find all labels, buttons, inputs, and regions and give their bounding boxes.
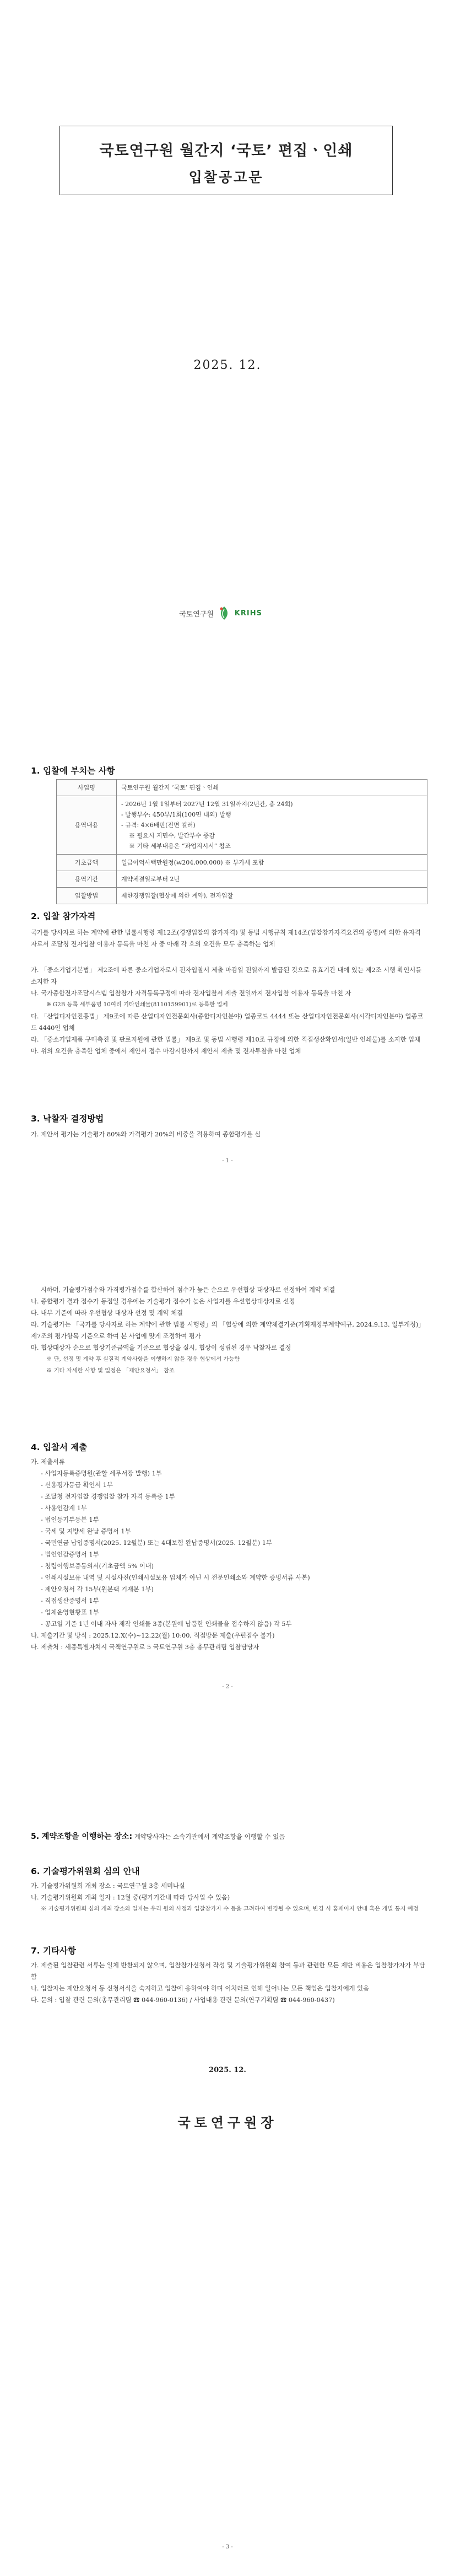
document-item: - 국세 및 지방세 완납 증명서 1부 (41, 1528, 131, 1535)
section-6-heading: 6. 기술평가위원회 심의 안내 (31, 1866, 140, 1876)
method-item: 라. 기술평가는 「국가를 당사자로 하는 계약에 관한 법률 시행령」의 「협상에 의한 계약체결기준(기획재정부계약예규, 2024.9.13. 일부개정)」 제7조의 평가항목 기준으로 하여 본 사업에 맞게 조정하여 평가 (31, 1321, 425, 1340)
section-4-heading: 4. 입찰서 제출 (31, 1442, 88, 1452)
row-value: 제한경쟁입찰(협상에 의한 계약), 전자입찰 (117, 888, 427, 904)
logo-korean-text: 국토연구원 (179, 610, 214, 619)
qualification-item: 다. 「산업디자인진흥법」 제9조에 따른 산업디자인전문회사(종합디자인분야) 업종코드 4444 또는 산업디자인전문회사(시각디자인분야) 업종코드 4440인 업체 (31, 1013, 424, 1032)
page-1 (0, 0, 455, 899)
qualification-item: 나. 국가종합전자조달시스템 입찰참가 자격등록규정에 따라 전자입찰서 제출 전일까지 전자입찰 이용자 등록을 마친 자 (31, 990, 351, 997)
method-item: 시하며, 기술평가점수와 가격평가점수를 합산하여 점수가 높은 순으로 우선협상 대상자로 선정하여 계약 체결 (41, 1286, 335, 1294)
page-2 (0, 858, 455, 1717)
section-5-text: 계약당사자는 소속기관에서 계약조항을 이행할 수 있음 (134, 1833, 285, 1840)
doc-title: 국토연구원 월간지 ‘국토’ 편집ㆍ인쇄 (99, 142, 353, 159)
scope-line: - 발행부수: 450부/1회(100면 내외) 발행 (121, 811, 231, 818)
document-item: - 사용인감계 1부 (41, 1505, 87, 1512)
row-value: 계약체결일로부터 2년 (117, 871, 427, 888)
table-row (57, 780, 427, 796)
document-item: - 직접생산증명서 1부 (41, 1597, 99, 1604)
section-2-items (31, 964, 426, 1057)
section-7-heading: 7. 기타사항 (31, 1946, 76, 1956)
section-4-body (31, 1456, 426, 1653)
document-item: - 국민연금 납입증명서(2025. 12월분) 또는 4대보험 완납증명서(2025. 12월분) 1부 (41, 1539, 272, 1547)
row-value: 일금이억사백만원정(₩204,000,000) ※ 부가세 포함 (117, 855, 427, 871)
misc-item: 다. 문의 : 입찰 관련 문의(총무관리팀 ☎ 044-960-0136) / 사업내용 관련 문의(연구기획팀 ☎ 044-960-0437) (31, 1997, 335, 2004)
cover-date: 2025. 12. (193, 358, 262, 372)
misc-item: 가. 제출된 입찰관련 서류는 일체 반환되지 않으며, 입찰참가신청서 작성 및 기술평가위원회 참여 등과 관련한 모든 제반 비용은 입찰참가자가 부담함 (31, 1962, 425, 1981)
document-item: - 법인등기부등본 1부 (41, 1516, 99, 1523)
page-number: - 1 - (222, 1158, 233, 1164)
closing-date: 2025. 12. (209, 2066, 246, 2074)
section-5 (31, 1831, 426, 1843)
method-item: 마. 협상대상자 순으로 협상기준금액을 기준으로 협상을 실시, 협상이 성립된 경우 낙찰자로 결정 (31, 1344, 291, 1351)
document-item: - 공고일 기준 1년 이내 자사 제작 인쇄물 3종(본원에 납품한 인쇄물을 접수하지 않음) 각 5부 (41, 1620, 292, 1628)
page-3 (0, 1717, 455, 2576)
section-5-heading: 5. 계약조항을 이행하는 장소: (31, 1832, 133, 1841)
document-item: - 신용평가등급 확인서 1부 (41, 1482, 113, 1489)
document-item: - 조달청 전자입찰 경쟁입찰 참가 자격 등록증 1부 (41, 1493, 175, 1500)
scope-line: - 규격: 4×6배판(전면 컬러) (121, 822, 196, 829)
scope-note: ※ 필요시 지면수, 발간부수 증감 (129, 832, 215, 839)
qualification-item: 라. 「중소기업제품 구매촉진 및 판로지원에 관한 법률」 제9조 및 동법 시행령 제10조 규정에 의한 직접생산확인서(일반 인쇄물)를 소지한 업체 (31, 1036, 420, 1043)
section-2-heading: 2. 입찰 참가자격 (31, 911, 96, 921)
submission-period: 나. 제출기간 및 방식 : 2025.12.X(수)~12.22(월) 10:00, 직접방문 제출(우편접수 불가) (31, 1632, 275, 1639)
document-item: - 청렴이행보증동의서(기초금액 5% 이내) (41, 1563, 154, 1570)
document-item: - 인쇄시설보유 내역 및 시설사진(인쇄시설보유 업체가 아닌 시 전문인쇄소와 계약한 증빙서류 사본) (41, 1574, 310, 1581)
row-label: 기초금액 (57, 855, 117, 871)
document-item: - 사업자등록증명원(관할 세무서장 발행) 1부 (41, 1470, 162, 1477)
committee-item: 나. 기술평가위원회 개최 일자 : 12월 중(평가기간내 따라 당사업 수 있음) (31, 1894, 230, 1901)
section-6-body (31, 1880, 426, 1915)
misc-item: 나. 입찰자는 제안요청서 등 신청서식을 숙지하고 입찰에 응하여야 하며 이처러로 인해 일어나는 모든 책임은 입찰자에게 있음 (31, 1985, 370, 1992)
row-label: 입찰방법 (57, 888, 117, 904)
committee-note: ※ 기술평가위원회 심의 개최 장소와 일자는 우리 원의 사정과 입찰참가자 수 등을 고려하여 변경될 수 있으며, 변경 시 홈페이지 안내 혹은 개별 통지 예정 (41, 1906, 419, 1912)
submission-subheading: 가. 제출서류 (31, 1458, 65, 1466)
krihs-logo (179, 604, 284, 622)
committee-item: 가. 기술평가위원회 개최 장소 : 국토연구원 3층 세미나실 (31, 1882, 185, 1890)
document-item: - 업체운영현황표 1부 (41, 1609, 99, 1616)
section-3-body (31, 1284, 426, 1377)
scope-line: - 2026년 1월 1일부터 2027년 12월 31일까지(2년간, 총 24회) (121, 801, 293, 808)
table-row (57, 796, 427, 855)
section-2-intro: 국가를 당사자로 하는 계약에 관한 법률시행령 제12조(경쟁입찰의 참가자격) 및 동법 시행규칙 제14조(입찰참가자격요건의 증명)에 의한 유자격자로서 조달청 전자입찰 이용자 등록을 마친 자 중 아래 각 호의 요건을 모두 충족하는 업체 (31, 929, 421, 948)
row-label: 용역기간 (57, 871, 117, 888)
submission-place: 다. 제출처 : 세종특별자치시 국책연구원로 5 국토연구원 3층 총무관리팀 입찰담당자 (31, 1644, 259, 1651)
scope-note: ※ 기타 세부내용은 “과업지시서” 참조 (129, 842, 231, 850)
row-label: 사업명 (57, 780, 117, 796)
section-3-heading: 3. 낙찰자 결정방법 (31, 1114, 104, 1124)
doc-subtitle: 입찰공고문 (188, 169, 264, 185)
document-item: - 법인인감증명서 1부 (41, 1551, 99, 1558)
row-label: 용역내용 (57, 796, 117, 855)
method-note: ※ 기타 자세한 사항 및 일정은 「제안요청서」 참조 (46, 1367, 175, 1374)
logo-english-text: KRIHS (234, 609, 262, 618)
page-number: - 3 - (222, 2544, 233, 2550)
qualification-note: ※ G2B 등록 세부품명 10여리 기타인쇄물(8110159901)로 등록한 업체 (46, 1001, 228, 1008)
document-item: - 제안요청서 각 15부(원본팩 기재본 1부) (41, 1586, 154, 1593)
section-1-heading: 1. 입찰에 부치는 사항 (31, 766, 115, 776)
method-item: 다. 내부 기준에 따라 우선협상 대상자 선정 및 계약 체결 (31, 1310, 183, 1317)
qualification-item: 마. 위의 요건을 충족한 업체 중에서 제안서 접수 마감시한까지 제안서 제출 및 전자투찰을 마친 업체 (31, 1048, 301, 1055)
row-value: 국토연구원 월간지 ‘국토’ 편집ㆍ인쇄 (117, 780, 427, 796)
page-number: - 2 - (222, 1684, 233, 1690)
method-item: 나. 종합평가 결과 점수가 동점일 경우에는 기술평가 점수가 높은 사업자를 우선협상대상자로 선정 (31, 1298, 295, 1305)
section-7-body (31, 1960, 426, 2006)
section-3-first-line: 가. 제안서 평가는 기술평가 80%와 가격평가 20%의 비중을 적용하여 종합평가를 실 (31, 1131, 261, 1138)
row-value-list (117, 796, 427, 855)
qualification-item: 가. 「중소기업기본법」 제2조에 따른 중소기업자로서 전자입찰서 제출 마감일 전일까지 발급된 것으로 유효기간 내에 있는 제2조 시행 확인서를 소지한 자 (31, 967, 422, 985)
signer: 국토연구원장 (177, 2115, 278, 2130)
method-note: ※ 단, 선정 및 계약 후 실질적 계약사항을 이행하지 않을 경우 협상에서 가능함 (46, 1356, 240, 1362)
krihs-leaf-icon (218, 606, 230, 620)
title-box (59, 126, 393, 195)
